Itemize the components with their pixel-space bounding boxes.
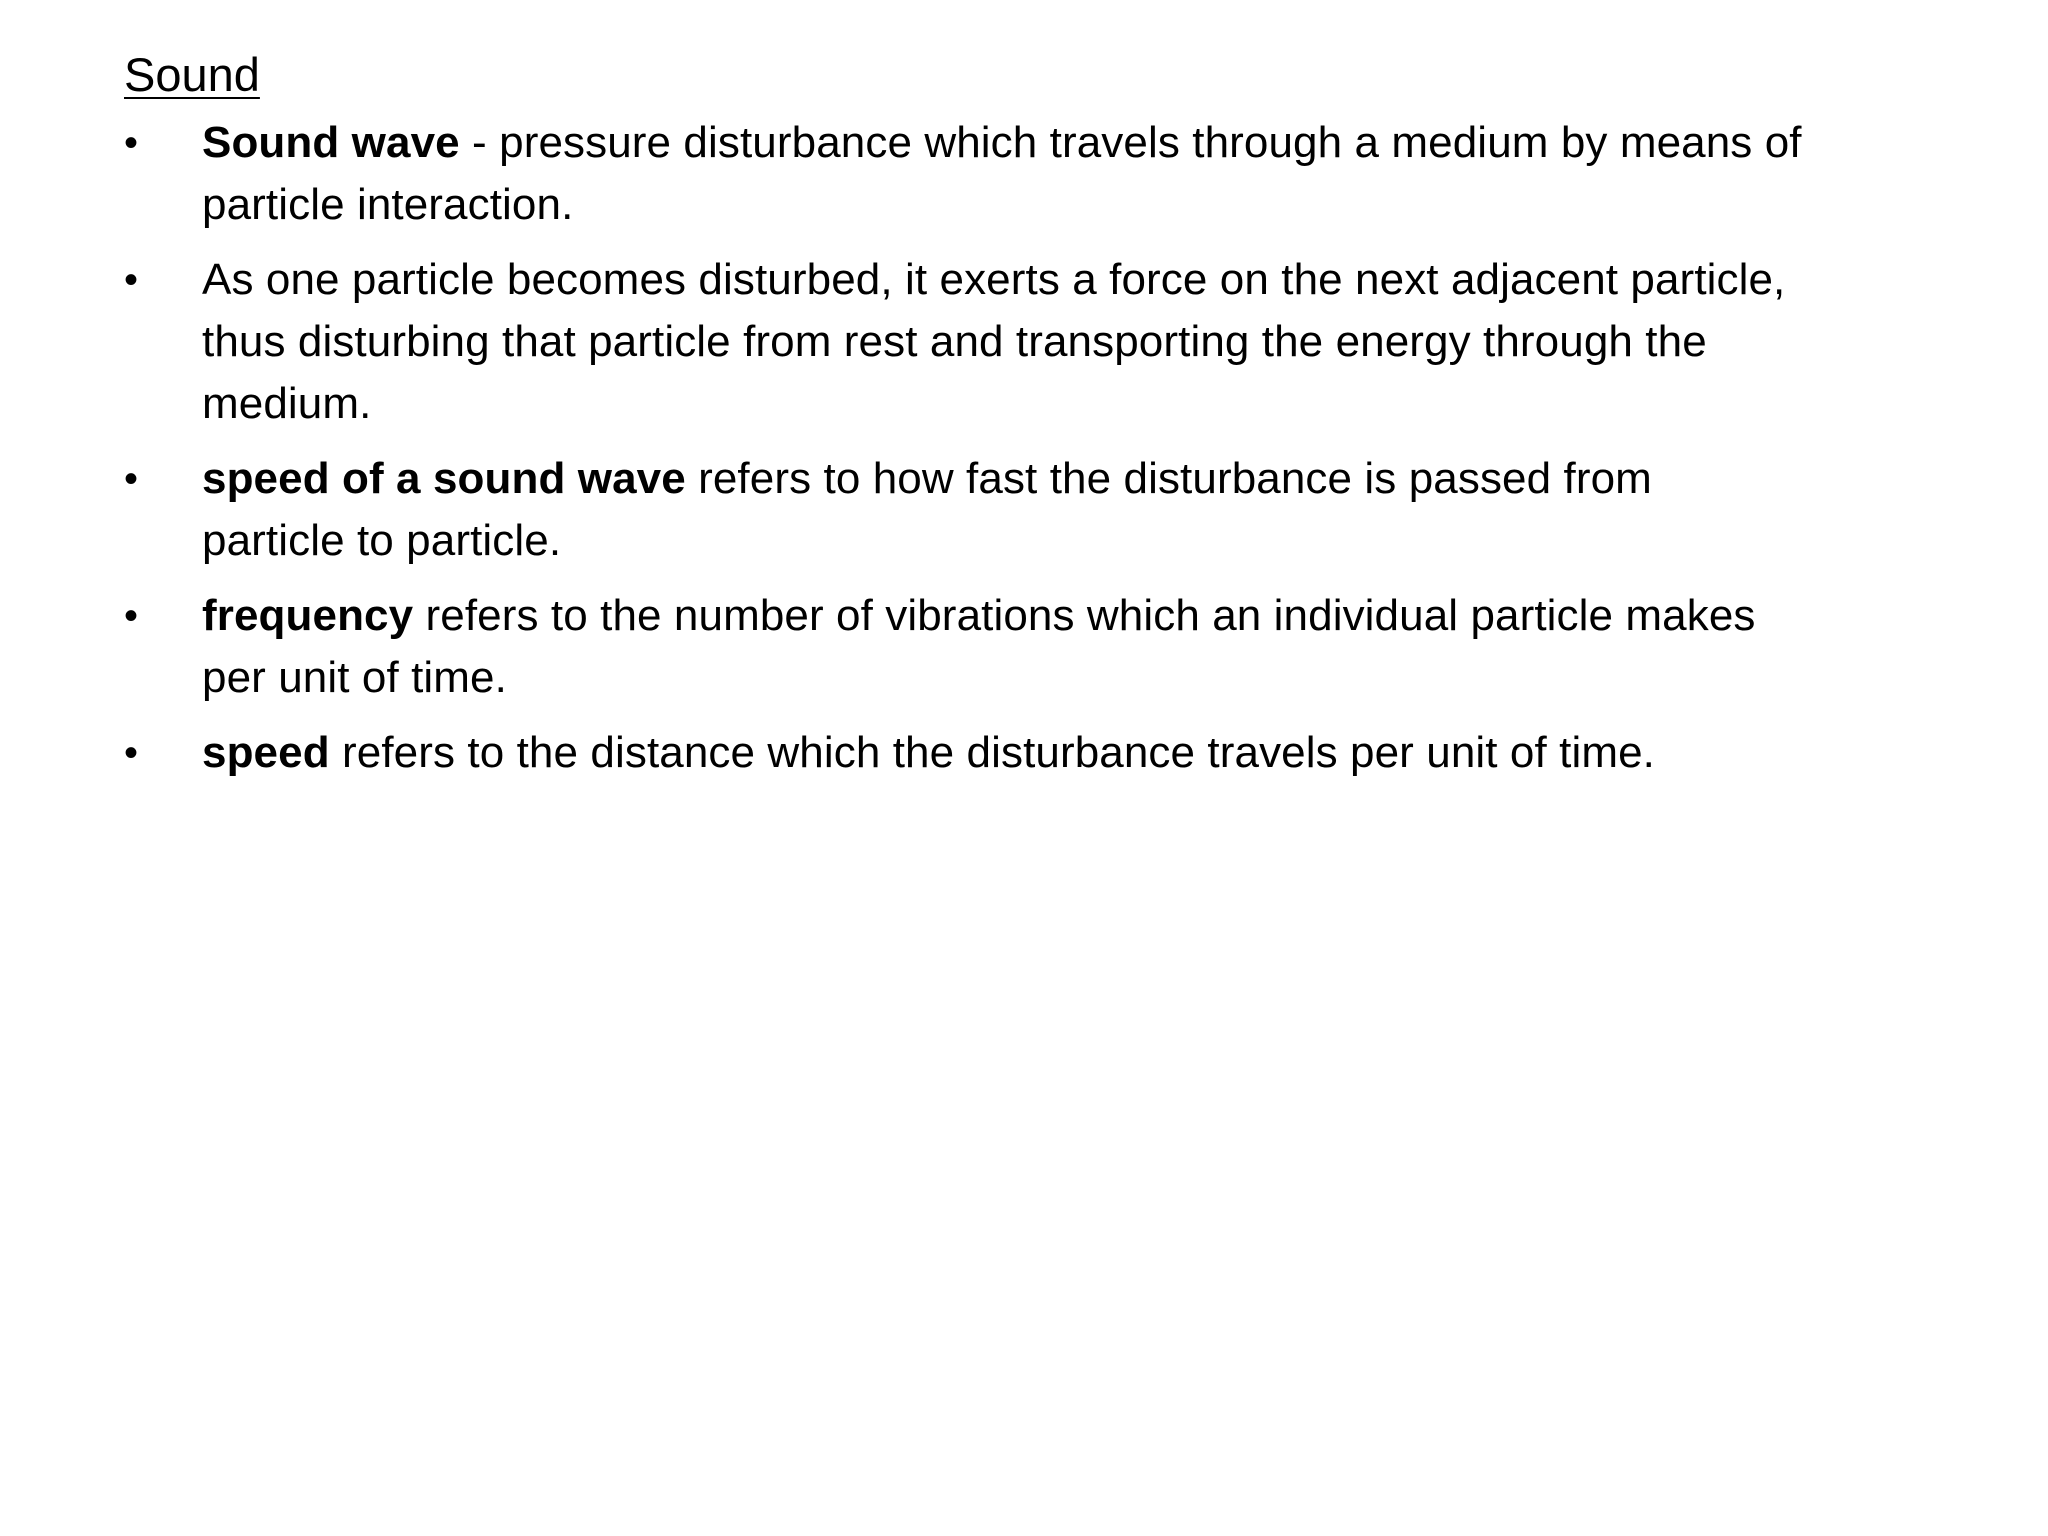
- bullet-text: - pressure disturbance which travels through a medium by means of particle interaction.: [202, 118, 1802, 229]
- bullet-text: refers to the number of vibrations which an individual particle makes per unit of time.: [202, 591, 1756, 702]
- bullet-item-frequency: [124, 585, 1804, 709]
- bullet-item-particle-disturbance: [124, 249, 1804, 435]
- slide-content: [124, 40, 1804, 797]
- bullet-term: speed: [202, 728, 330, 777]
- bullet-list: [124, 112, 1804, 784]
- bullet-text: refers to how fast the disturbance is passed from particle to particle.: [202, 454, 1652, 565]
- bullet-icon: •: [124, 731, 139, 775]
- slide-title: Sound: [124, 48, 260, 101]
- bullet-item-sound-wave: [124, 112, 1804, 236]
- bullet-text: As one particle becomes disturbed, it exerts a force on the next adjacent particle, thus disturbing that particle from rest and transporting the energy through the medium.: [202, 255, 1786, 428]
- bullet-icon: •: [124, 121, 139, 165]
- bullet-term: Sound wave: [202, 118, 460, 167]
- bullet-item-speed: [124, 722, 1804, 784]
- bullet-text: refers to the distance which the disturbance travels per unit of time.: [329, 728, 1655, 777]
- bullet-icon: •: [124, 457, 139, 501]
- bullet-term: speed of a sound wave: [202, 454, 686, 503]
- bullet-term: frequency: [202, 591, 414, 640]
- bullet-icon: •: [124, 594, 139, 638]
- bullet-icon: •: [124, 258, 139, 302]
- bullet-item-speed-of-sound-wave: [124, 448, 1804, 572]
